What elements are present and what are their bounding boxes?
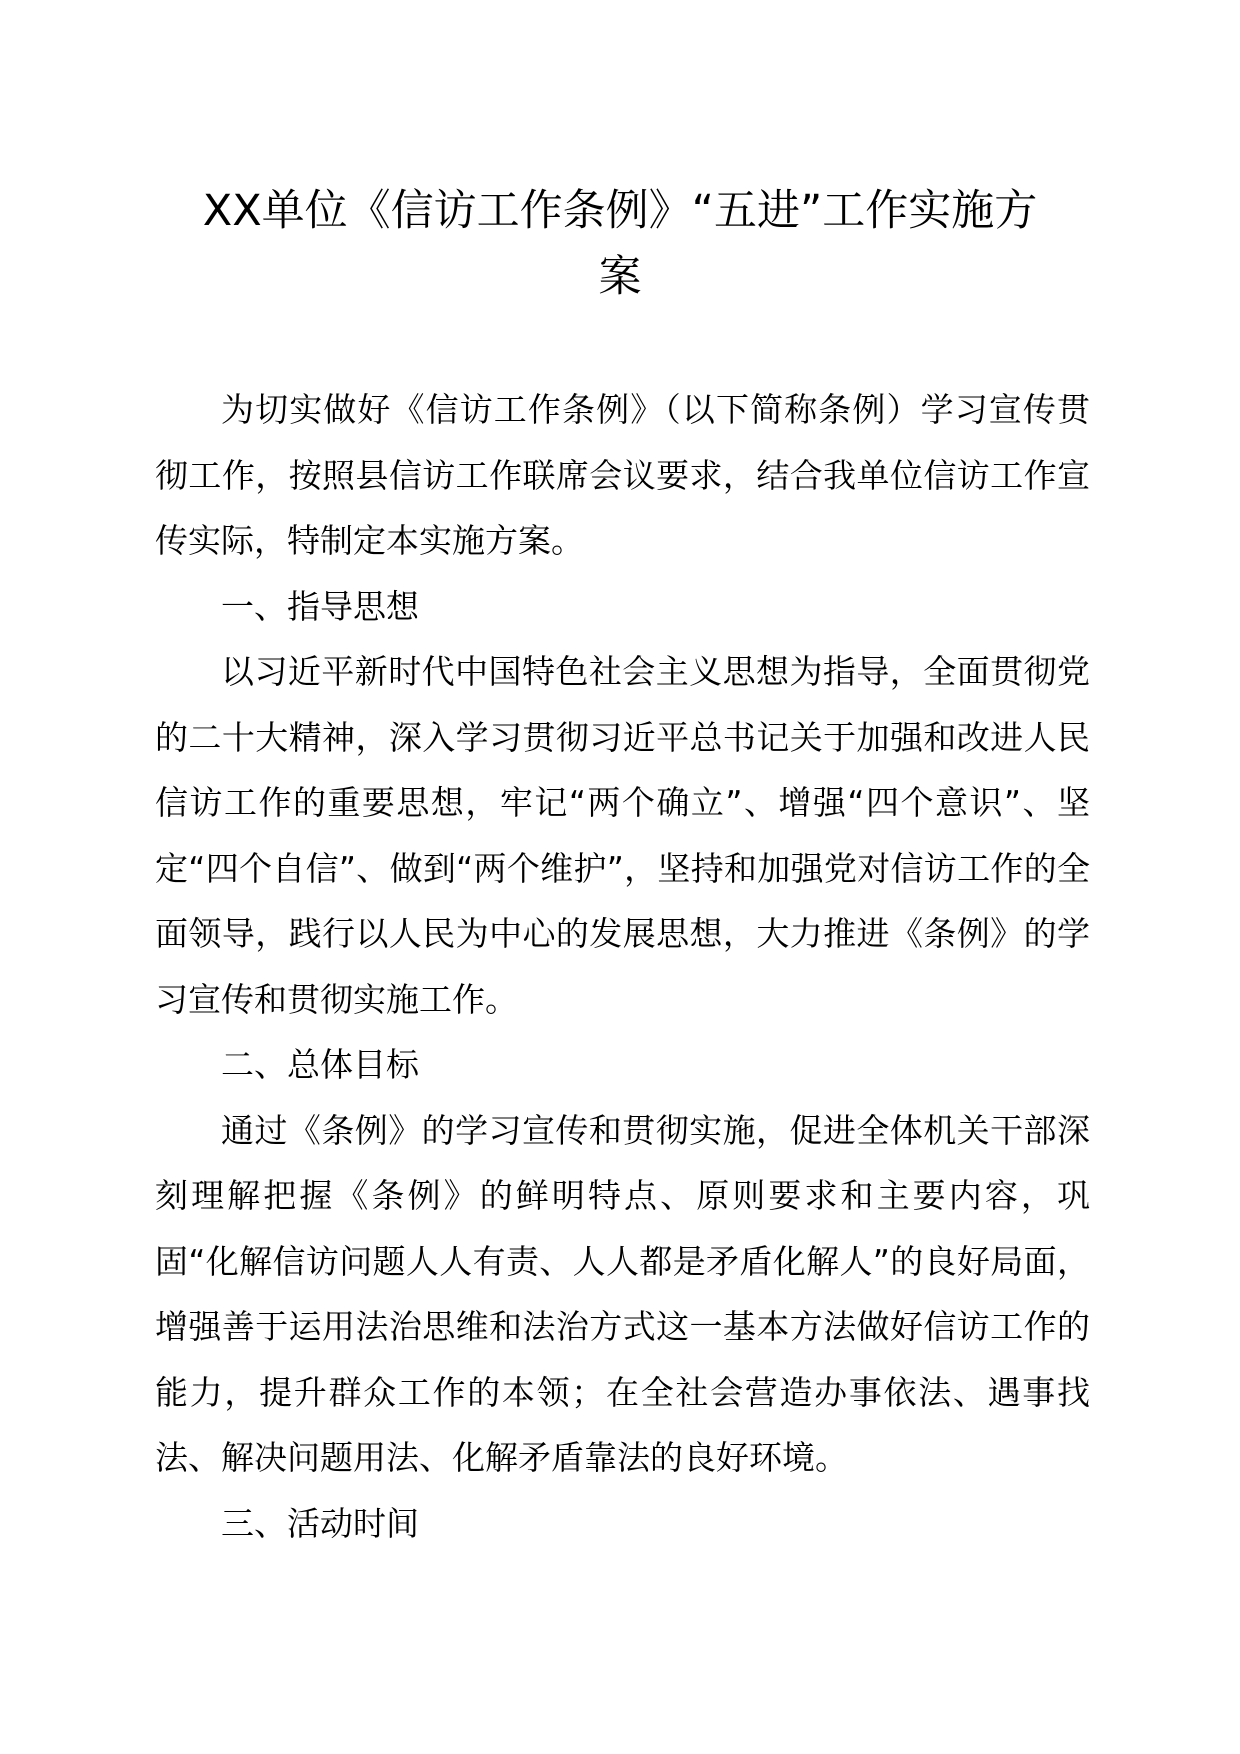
document-body — [155, 377, 1090, 1556]
intro-paragraph: 为切实做好《信访工作条例》（以下简称条例）学习宣传贯彻工作，按照县信访工作联席会议要求，结合我单位信访工作宣传实际，特制定本实施方案。 — [155, 390, 1090, 560]
section-heading-activity-time: 三、活动时间 — [221, 1503, 419, 1543]
section-body-overall-goal: 通过《条例》的学习宣传和贯彻实施，促进全体机关干部深刻理解把握《条例》的鲜明特点、原则要求和主要内容，巩固“化解信访问题人人有责、人人都是矛盾化解人”的良好局面，增强善于运用法治思维和法治方式这一基本方法做好信访工作的能力，提升群众工作的本领；在全社会营造办事依法、遇事找法、解决问题用法、化解矛盾靠法的良好环境。 — [155, 1110, 1090, 1477]
document-title — [150, 178, 1090, 310]
section-body-guiding-ideology: 以习近平新时代中国特色社会主义思想为指导，全面贯彻党的二十大精神，深入学习贯彻习近平总书记关于加强和改进人民信访工作的重要思想，牢记“两个确立”、增强“四个意识”、坚定“四个自信”、做到“两个维护”，坚持和加强党对信访工作的全面领导，践行以人民为中心的发展思想，大力推进《条例》的学习宣传和贯彻实施工作。 — [155, 652, 1090, 1019]
document-title-line-2: 案 — [598, 252, 642, 302]
section-heading-overall-goal: 二、总体目标 — [221, 1045, 419, 1084]
document-title-line-1: XX单位《信访工作条例》“五进”工作实施方 — [202, 186, 1038, 236]
section-heading-guiding-ideology: 一、指导思想 — [221, 586, 419, 626]
